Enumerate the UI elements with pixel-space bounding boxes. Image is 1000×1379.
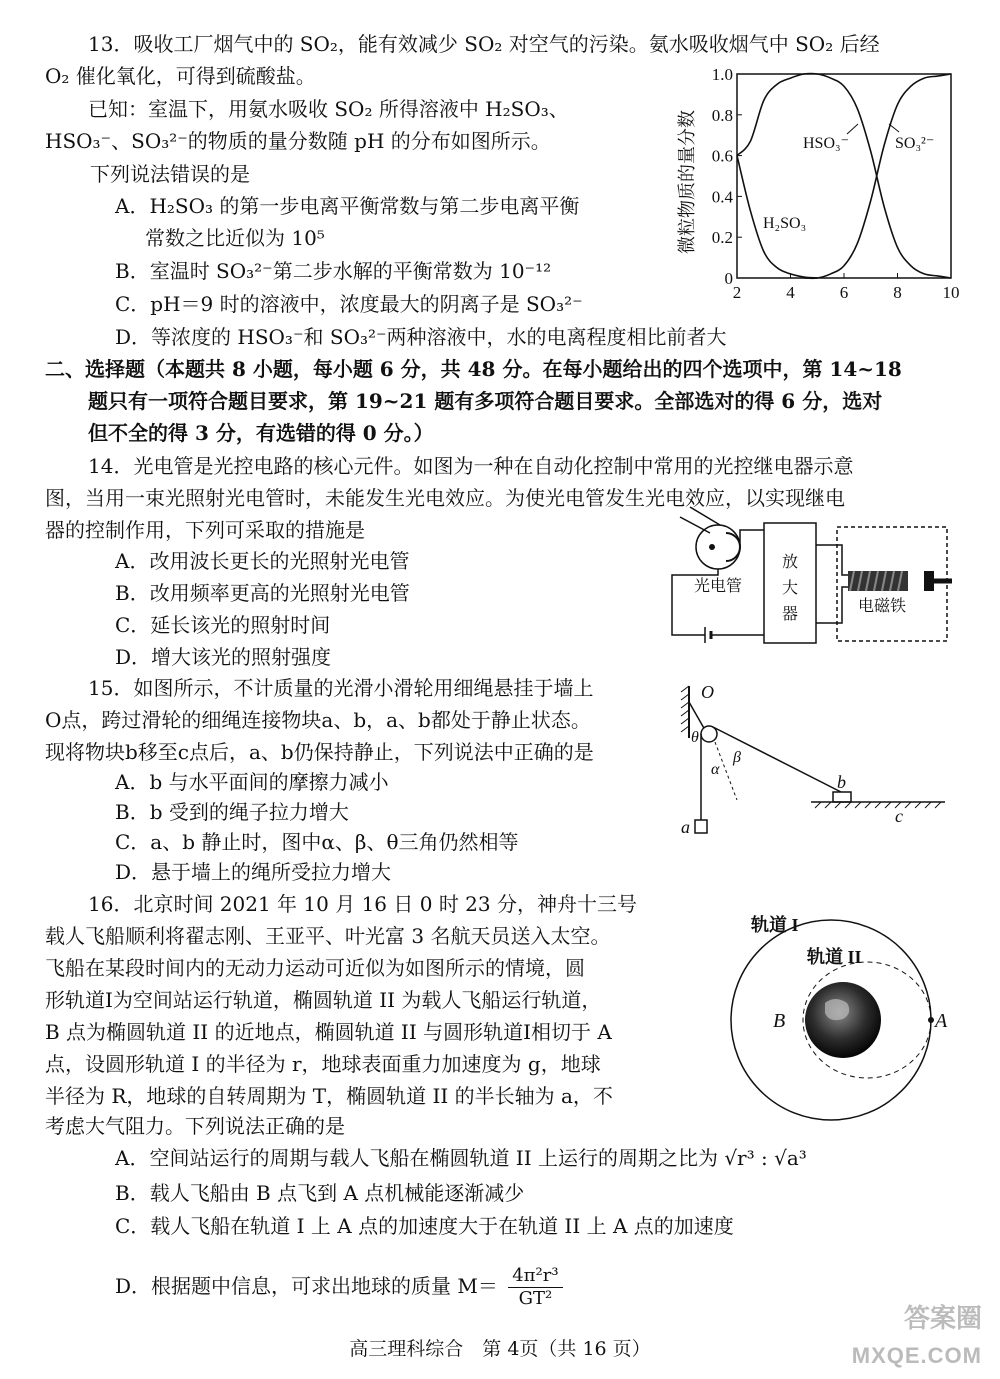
series-line-1 — [737, 73, 951, 278]
phototube-icon — [696, 525, 740, 569]
point-b-label: B — [773, 1010, 786, 1032]
y-tick-label: 0 — [724, 269, 733, 288]
point-a-dot — [928, 1017, 934, 1023]
block-b-label: b — [837, 772, 846, 792]
q15-option-d: D．悬于墙上的绳所受拉力增大 — [115, 860, 392, 884]
distribution-chart — [675, 58, 975, 308]
block-b-icon — [833, 792, 851, 802]
q13-question: 下列说法错误的是 — [90, 162, 250, 186]
y-tick-label: 0.4 — [711, 187, 733, 207]
mass-formula — [508, 1265, 562, 1310]
q13-stem-line2: O₂ 催化氧化，可得到硫酸盐。 — [45, 64, 316, 88]
q13-known-line2: HSO₃⁻、SO₃²⁻的物质的量分数随 pH 的分布如图所示。 — [45, 129, 551, 153]
q16-option-d — [115, 1265, 563, 1310]
q14-option-c: C．延长该光的照射时间 — [115, 613, 331, 637]
q13-option-a-line2: 常数之比近似为 10⁵ — [145, 226, 325, 250]
q13-option-c: C．pH＝9 时的溶液中，浓度最大的阴离子是 SO₃²⁻ — [115, 292, 583, 316]
watermark-url: MXQE.COM — [851, 1343, 982, 1368]
q16-stem-line4: 形轨道I为空间站运行轨道，椭圆轨道 II 为载人飞船运行轨道， — [45, 988, 602, 1012]
label-so3: SO₃²⁻ — [895, 135, 935, 152]
q14-option-a: A．改用波长更长的光照射光电管 — [115, 549, 410, 573]
light-ray-1 — [680, 517, 710, 533]
q14-stem-line1: 14．光电管是光控电路的核心元件。如图为一种在自动化控制中常用的光控继电器示意 — [88, 454, 854, 478]
y-tick-label: 0.6 — [711, 146, 733, 166]
q16-option-d-text: D．根据题中信息，可求出地球的质量 M＝ — [115, 1274, 498, 1298]
q15-stem-line3: 现将物块b移至c点后，a、b仍保持静止，下列说法中正确的是 — [45, 740, 594, 764]
label-hso3: HSO₃⁻ — [803, 135, 850, 152]
electromagnet-label: 电磁铁 — [857, 598, 907, 615]
pulley-diagram — [675, 682, 955, 842]
amp-label-3: 器 — [781, 606, 799, 623]
section2-heading-line3: 但不全的得 3 分，有选错的得 0 分。） — [88, 421, 434, 445]
section2-heading-line1: 二、选择题（本题共 8 小题，每小题 6 分，共 48 分。在每小题给出的四个选项中，第 14~18 — [45, 357, 902, 381]
x-tick-label: 2 — [732, 283, 742, 302]
section2-heading-line2: 题只有一项符合题目要求，第 19~21 题有多项符合题目要求。全部选对的得 6 分，选对 — [88, 389, 883, 413]
y-tick-label: 0.8 — [711, 105, 733, 125]
q16-option-b: B．载人飞船由 B 点飞到 A 点机械能逐渐减少 — [115, 1181, 525, 1205]
q14-option-d: D．增大该光的照射强度 — [115, 645, 332, 669]
block-a-label: a — [681, 817, 690, 837]
wire-to-coil-top — [816, 545, 848, 575]
page-footer: 高三理科综合 第 4页（共 16 页） — [349, 1338, 651, 1360]
orbit-2-label: 轨道 II — [807, 947, 862, 967]
q14-stem-line3: 器的控制作用，下列可采取的措施是 — [45, 518, 365, 542]
q15-stem-line1: 15．如图所示，不计质量的光滑小滑轮用细绳悬挂于墙上 — [88, 676, 594, 700]
alpha-label: α — [711, 761, 720, 778]
point-a-label: A — [935, 1010, 948, 1032]
q14-option-b: B．改用频率更高的光照射光电管 — [115, 581, 410, 605]
q13-known-line1: 已知：室温下，用氨水吸收 SO₂ 所得溶液中 H₂SO₃、 — [88, 97, 569, 121]
wire-top — [740, 530, 764, 547]
q15-stem-line2: O点，跨过滑轮的细绳连接物块a、b，a、b都处于静止状态。 — [45, 708, 591, 732]
y-tick-label: 0.2 — [711, 228, 733, 248]
phototube-anode — [709, 544, 715, 550]
q16-stem-line7: 半径为 R，地球的自转周期为 T，椭圆轨道 II 的半长轴为 a，不 — [45, 1084, 613, 1108]
wire-to-coil-bottom — [816, 587, 848, 623]
q15-option-b: B．b 受到的绳子拉力增大 — [115, 800, 349, 824]
chart-plot-area — [737, 74, 951, 278]
amp-label-1: 放 — [781, 554, 799, 571]
x-tick-label: 10 — [942, 283, 960, 302]
q16-stem-line8: 考虑大气阻力。下列说法正确的是 — [45, 1114, 345, 1138]
label-h2so3: H₂SO₃ — [763, 215, 807, 232]
wall-rope — [689, 702, 705, 730]
q13-option-d: D．等浓度的 HSO₃⁻和 SO₃²⁻两种溶液中，水的电离程度相比前者大 — [115, 325, 727, 349]
q16-stem-line5: B 点为椭圆轨道 II 的近地点，椭圆轨道 II 与圆形轨道I相切于 A — [45, 1020, 612, 1044]
q16-stem-line6: 点，设圆形轨道 I 的半径为 r，地球表面重力加速度为 g，地球 — [45, 1052, 601, 1076]
x-tick-label: 6 — [839, 283, 849, 302]
phototube-label: 光电管 — [693, 578, 743, 595]
beta-label: β — [733, 749, 741, 766]
armature-icon — [924, 571, 934, 591]
earth-icon — [805, 982, 881, 1058]
q13-option-b: B．室温时 SO₃²⁻第二步水解的平衡常数为 10⁻¹² — [115, 259, 552, 283]
series-line-2 — [804, 74, 951, 278]
orbit-1-label: 轨道 I — [751, 915, 799, 935]
q16-option-a: A．空间站运行的周期与载人飞船在椭圆轨道 II 上运行的周期之比为 √r³ : √a³ — [115, 1146, 807, 1170]
point-o-label: O — [701, 682, 714, 702]
watermark-logo-text: 答案圈 — [903, 1303, 982, 1333]
point-c-label: c — [895, 806, 903, 826]
q13-stem-line1: 13．吸收工厂烟气中的 SO₂，能有效减少 SO₂ 对空气的污染。氨水吸收烟气中 SO₂ 后经 — [88, 32, 880, 56]
formula-denominator: GT² — [518, 1288, 553, 1309]
x-tick-label: 4 — [786, 283, 795, 302]
q16-stem-line2: 载人飞船顺利将翟志刚、王亚平、叶光富 3 名航天员送入太空。 — [45, 924, 611, 948]
light-ray-2 — [690, 507, 720, 525]
x-tick-label: 8 — [893, 283, 902, 302]
q16-stem-line3: 飞船在某段时间内的无动力运动可近似为如图所示的情境，圆 — [45, 956, 585, 980]
amp-label-2: 大 — [781, 580, 799, 597]
q16-stem-line1: 16．北京时间 2021 年 10 月 16 日 0 时 23 分，神舟十三号 — [88, 892, 637, 916]
formula-numerator: 4π²r³ — [508, 1265, 562, 1288]
q16-option-c: C．载人飞船在轨道 I 上 A 点的加速度大于在轨道 II 上 A 点的加速度 — [115, 1214, 734, 1238]
q13-option-a-line1: A．H₂SO₃ 的第一步电离平衡常数与第二步电离平衡 — [115, 194, 580, 218]
y-tick-label: 1.0 — [711, 65, 733, 84]
block-a-icon — [695, 820, 707, 833]
q15-option-c: C．a、b 静止时，图中α、β、θ三角仍然相等 — [115, 830, 519, 854]
q14-stem-line2: 图，当用一束光照射光电管时，未能发生光电效应。为使光电管发生光电效应，以实现继电 — [45, 486, 845, 510]
theta-label: θ — [691, 729, 699, 746]
chart-ylabel: 微粒物质的量分数 — [677, 110, 697, 254]
orbit-diagram — [725, 915, 965, 1130]
label-so3-leader — [889, 124, 899, 132]
earth-continent — [825, 999, 849, 1020]
photo-relay-diagram — [660, 505, 960, 665]
label-hso3-leader — [847, 124, 858, 134]
q15-option-a: A．b 与水平面间的摩擦力减小 — [115, 770, 389, 794]
